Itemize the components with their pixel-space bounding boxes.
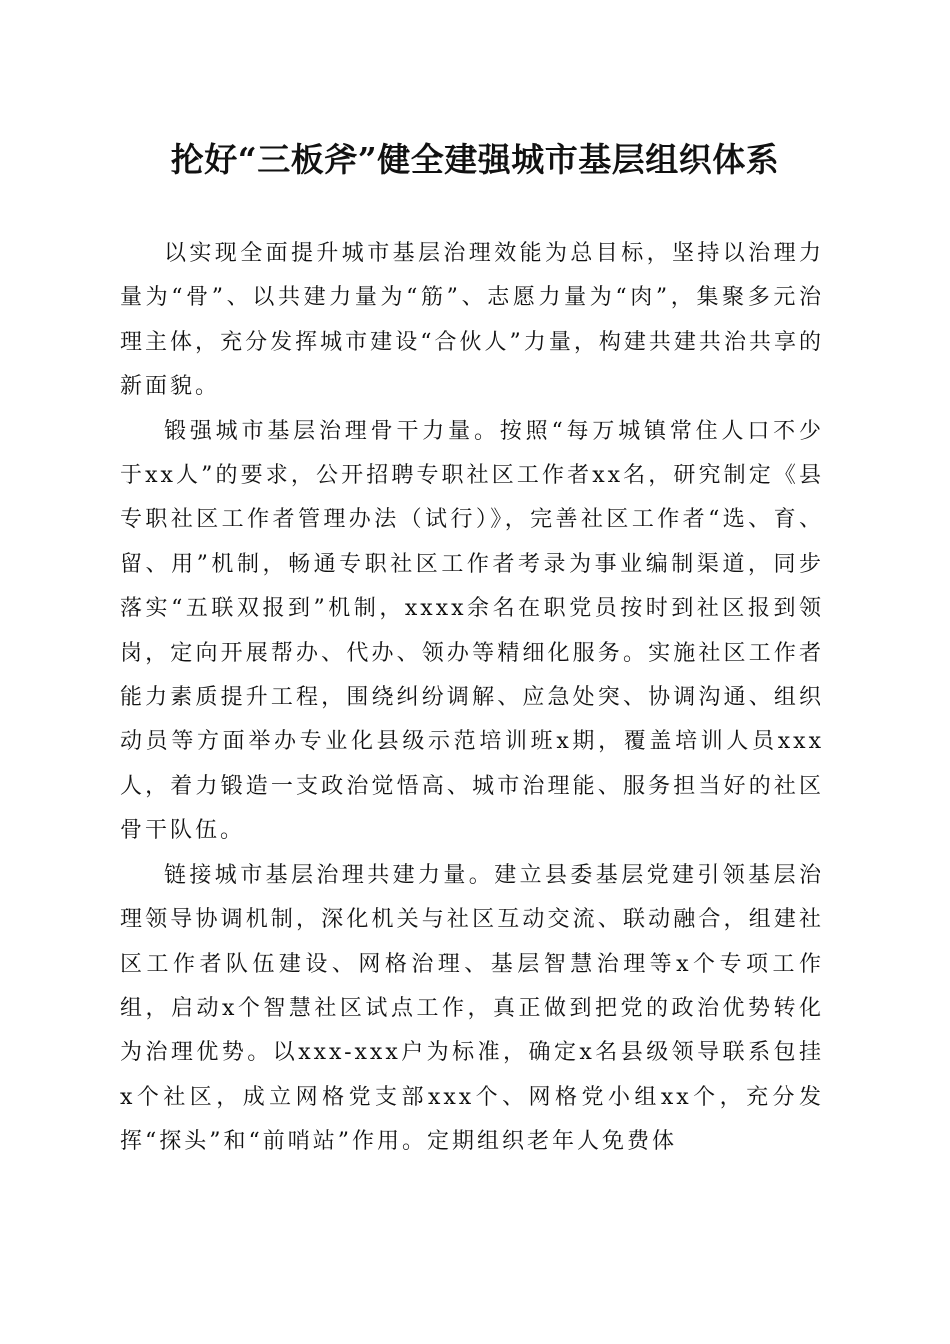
document-body xyxy=(120,232,824,1165)
paragraph-co-construction-force: 链接城市基层治理共建力量。建立县委基层党建引领基层治理领导协调机制，深化机关与社区互动交流、联动融合，组建社区工作者队伍建设、网格治理、基层智慧治理等x个专项工作组，启动x个智慧社区试点工作，真正做到把党的政治优势转化为治理优势。以xxx-xxx户为标准，确定x名县级领导联系包挂x个社区，成立网格党支部xxx个、网格党小组xx个，充分发挥“探头”和“前哨站”作用。定期组织老年人免费体 xyxy=(120,862,824,1155)
paragraph-intro: 以实现全面提升城市基层治理效能为总目标，坚持以治理力量为“骨”、以共建力量为“筋”、志愿力量为“肉”，集聚多元治理主体，充分发挥城市建设“合伙人”力量，构建共建共治共享的新面貌。 xyxy=(120,241,824,400)
document-title: 抡好“三板斧”健全建强城市基层组织体系 xyxy=(170,140,780,179)
paragraph-backbone-force: 锻强城市基层治理骨干力量。按照“每万城镇常住人口不少于xx人”的要求，公开招聘专职社区工作者xx名，研究制定《县专职社区工作者管理办法（试行）》，完善社区工作者“选、育、留、用”机制，畅通专职社区工作者考录为事业编制渠道，同步落实“五联双报到”机制，xxxx余名在职党员按时到社区报到领岗，定向开展帮办、代办、领办等精细化服务。实施社区工作者能力素质提升工程，围绕纠纷调解、应急处突、协调沟通、组织动员等方面举办专业化县级示范培训班x期，覆盖培训人员xxx人，着力锻造一支政治觉悟高、城市治理能、服务担当好的社区骨干队伍。 xyxy=(120,418,824,844)
